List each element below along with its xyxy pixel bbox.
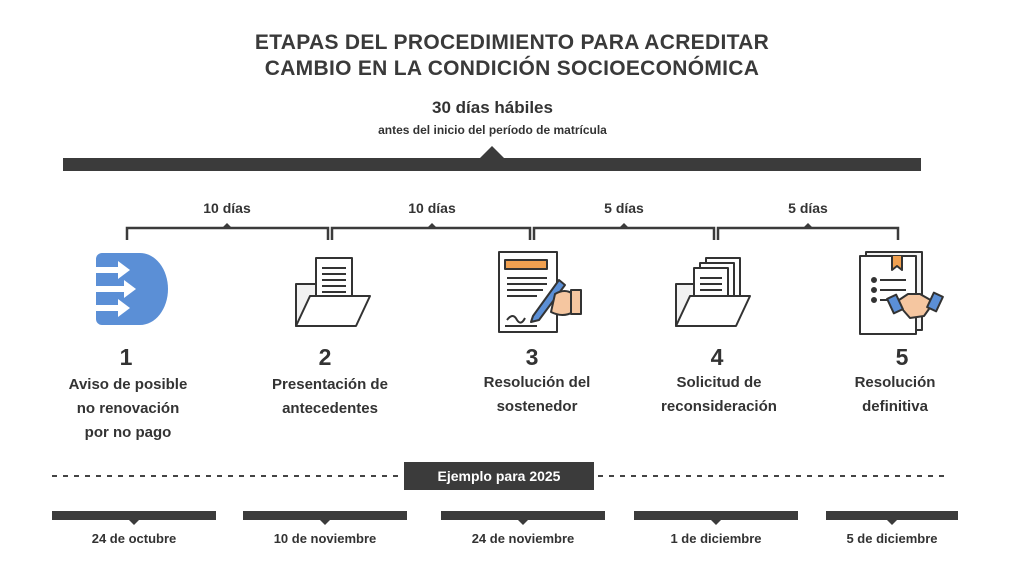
step-number-4: 4 (710, 344, 724, 370)
total-period-sublabel: antes del inicio del período de matrícula (378, 123, 607, 137)
date-label-2: 10 de noviembre (273, 531, 377, 546)
segment-label-1: 10 días (203, 200, 251, 216)
step-number-3: 3 (525, 344, 539, 370)
step-label-2-line-1: Presentación de (272, 376, 388, 393)
date-label-3: 24 de noviembre (471, 531, 575, 546)
date-label-1: 24 de octubre (91, 531, 177, 546)
step-label-3-line-1: Resolución del (483, 374, 591, 391)
title-line-1: ETAPAS DEL PROCEDIMIENTO PARA ACREDITAR (254, 31, 770, 54)
step-label-1-line-2: no renovación (76, 400, 180, 417)
segment-label-3: 5 días (604, 200, 644, 216)
step-label-4-line-1: Solicitud de (676, 374, 762, 391)
step-label-1-line-1: Aviso de posible (68, 376, 188, 393)
step-number-2: 2 (318, 344, 332, 370)
step-label-5-line-1: Resolución (854, 374, 936, 391)
step-label-2-line-2: antecedentes (282, 400, 378, 417)
step-number-5: 5 (895, 344, 909, 370)
step-label-5-line-2: definitiva (862, 398, 928, 415)
segment-label-4: 5 días (788, 200, 828, 216)
step-label-3-line-2: sostenedor (496, 398, 578, 415)
date-label-4: 1 de diciembre (670, 531, 762, 546)
date-label-5: 5 de diciembre (846, 531, 938, 546)
total-period-label: 30 días hábiles (432, 98, 553, 117)
title-line-2: CAMBIO EN LA CONDICIÓN SOCIOECONÓMICA (264, 57, 760, 80)
step-label-4-line-2: reconsideración (661, 398, 777, 415)
example-badge: Ejemplo para 2025 (404, 462, 594, 490)
step-label-1-line-3: por no pago (84, 424, 172, 441)
segment-label-2: 10 días (408, 200, 456, 216)
step-number-1: 1 (119, 344, 133, 370)
